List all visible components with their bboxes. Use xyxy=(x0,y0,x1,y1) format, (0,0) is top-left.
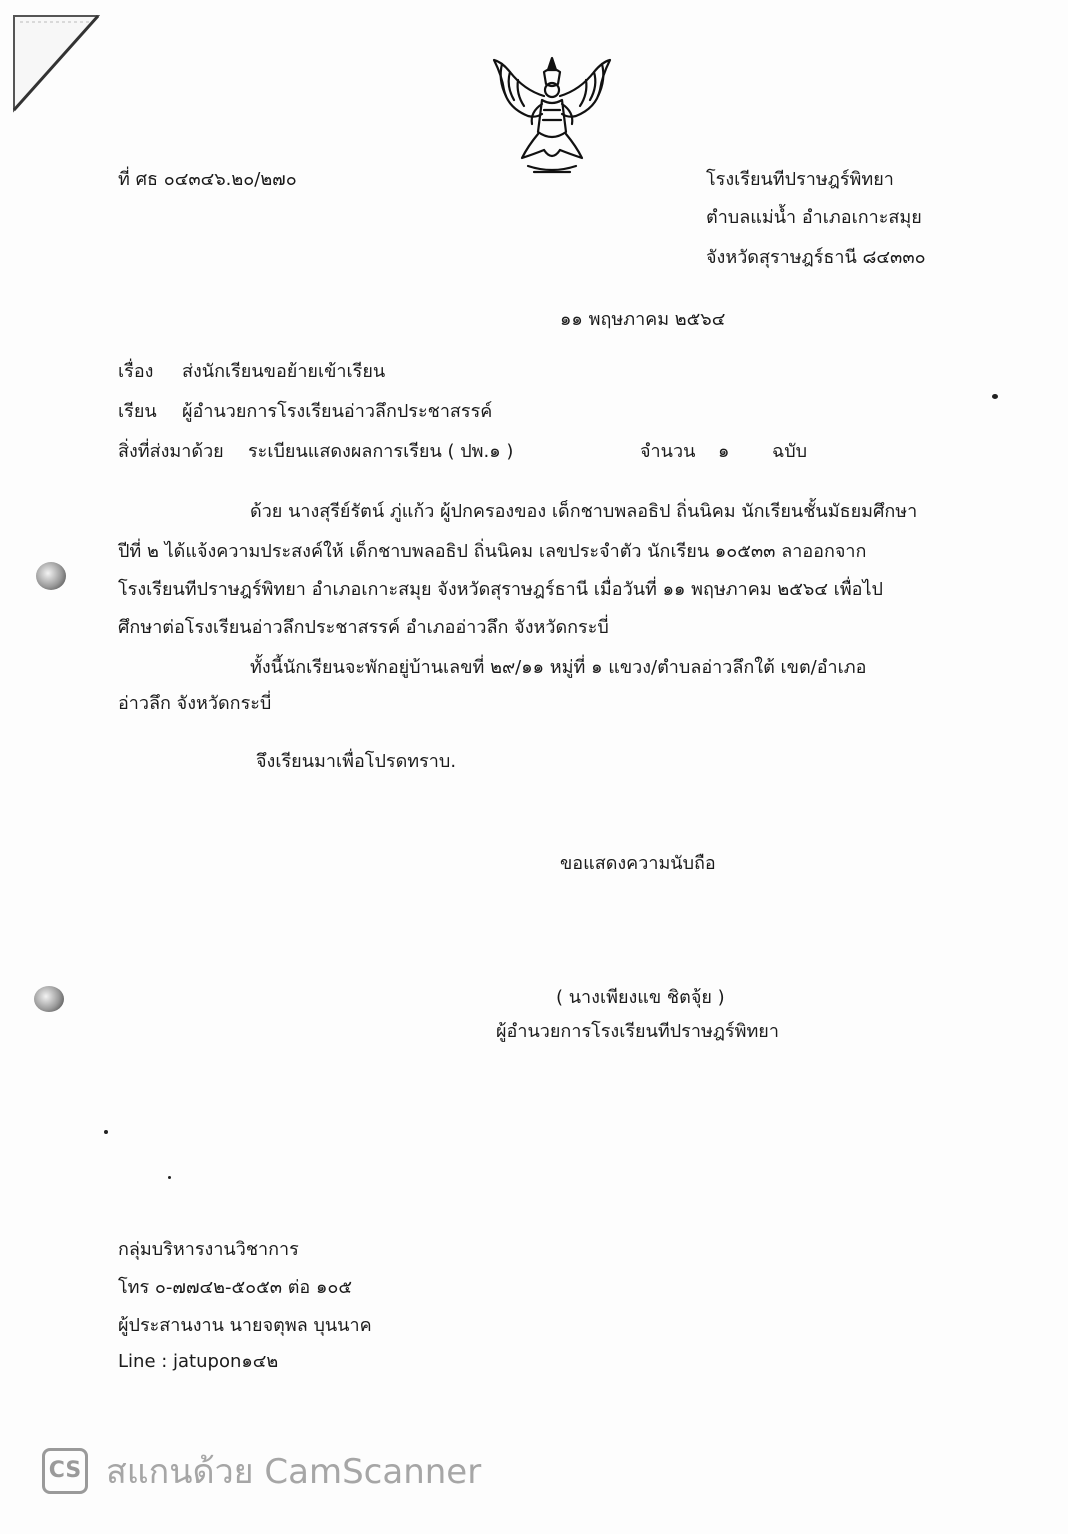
body-paragraph-1-line-4: ศึกษาต่อโรงเรียนอ่าวลึกประชาสรรค์ อำเภออ่าวลึก จังหวัดกระบี่ xyxy=(118,617,609,638)
body-paragraph-1-line-1: ด้วย นางสุรีย์รัตน์ ภู่แก้ว ผู้ปกครองของ เด็กชาบพลอธิป ถิ่นนิคม นักเรียนชั้นมัธยมศึกษา xyxy=(250,501,918,522)
reference-number: ที่ ศธ ๐๔๓๔๖.๒๐/๒๗๐ xyxy=(118,169,297,190)
camscanner-logo-icon: CS xyxy=(42,1448,88,1494)
footer-line-id: Line : jatupon๑๔๒ xyxy=(118,1351,279,1372)
footer-phone: โทร ๐-๗๗๔๒-๕๐๕๓ ต่อ ๑๐๕ xyxy=(118,1277,352,1298)
signatory-position: ผู้อำนวยการโรงเรียนทีปราษฎร์พิทยา xyxy=(496,1021,779,1042)
scan-speck xyxy=(104,1130,108,1134)
recipient-label: เรียน xyxy=(118,401,157,422)
camscanner-watermark-text: สแกนด้วย CamScanner xyxy=(106,1452,482,1492)
enclosure-label: สิ่งที่ส่งมาด้วย xyxy=(118,441,224,462)
enclosure-qty: ๑ xyxy=(718,441,730,462)
signatory-name: ( นางเพียงแข ชิตจุ้ย ) xyxy=(556,987,725,1008)
folded-corner-mark xyxy=(12,14,100,114)
footer-department: กลุ่มบริหารงานวิชาการ xyxy=(118,1239,299,1260)
footer-coordinator: ผู้ประสานงาน นายจตุพล บุนนาค xyxy=(118,1315,372,1336)
body-paragraph-2-line-1: ทั้งนี้นักเรียนจะพักอยู่บ้านเลขที่ ๒๙/๑๑ หมู่ที่ ๑ แขวง/ตำบลอ่าวลึกใต้ เขต/อำเภอ xyxy=(250,657,867,678)
sender-province: จังหวัดสุราษฎร์ธานี ๘๔๓๓๐ xyxy=(706,247,926,268)
closing-salutation: ขอแสดงความนับถือ xyxy=(560,853,716,874)
punch-hole xyxy=(34,986,64,1012)
enclosure-text: ระเบียนแสดงผลการเรียน ( ปพ.๑ ) xyxy=(248,441,514,462)
enclosure-unit: ฉบับ xyxy=(772,441,808,462)
body-paragraph-2-line-2: อ่าวลึก จังหวัดกระบี่ xyxy=(118,693,272,714)
enclosure-qty-label: จำนวน xyxy=(640,441,696,462)
subject-label: เรื่อง xyxy=(118,361,154,382)
body-paragraph-1-line-2: ปีที่ ๒ ได้แจ้งความประสงค์ให้ เด็กชาบพลอธิป ถิ่นนิคม เลขประจำตัว นักเรียน ๑๐๕๓๓ ลาออกจาก xyxy=(118,541,867,562)
body-paragraph-1-line-3: โรงเรียนทีปราษฎร์พิทยา อำเภอเกาะสมุย จังหวัดสุราษฎร์ธานี เมื่อวันที่ ๑๑ พฤษภาคม ๒๕๖๔ เพื่อไป xyxy=(118,579,883,600)
scan-speck xyxy=(992,394,998,399)
sender-subdistrict: ตำบลแม่น้ำ อำเภอเกาะสมุย xyxy=(706,207,922,228)
recipient-text: ผู้อำนวยการโรงเรียนอ่าวลึกประชาสรรค์ xyxy=(182,401,493,422)
punch-hole xyxy=(36,562,66,590)
letter-date: ๑๑ พฤษภาคม ๒๕๖๔ xyxy=(560,309,726,330)
closing-request: จึงเรียนมาเพื่อโปรดทราบ. xyxy=(256,751,457,772)
scan-speck xyxy=(168,1176,171,1179)
subject-text: ส่งนักเรียนขอย้ายเข้าเรียน xyxy=(182,361,386,382)
garuda-emblem-icon xyxy=(488,50,616,180)
sender-school-name: โรงเรียนทีปราษฎร์พิทยา xyxy=(706,169,894,190)
